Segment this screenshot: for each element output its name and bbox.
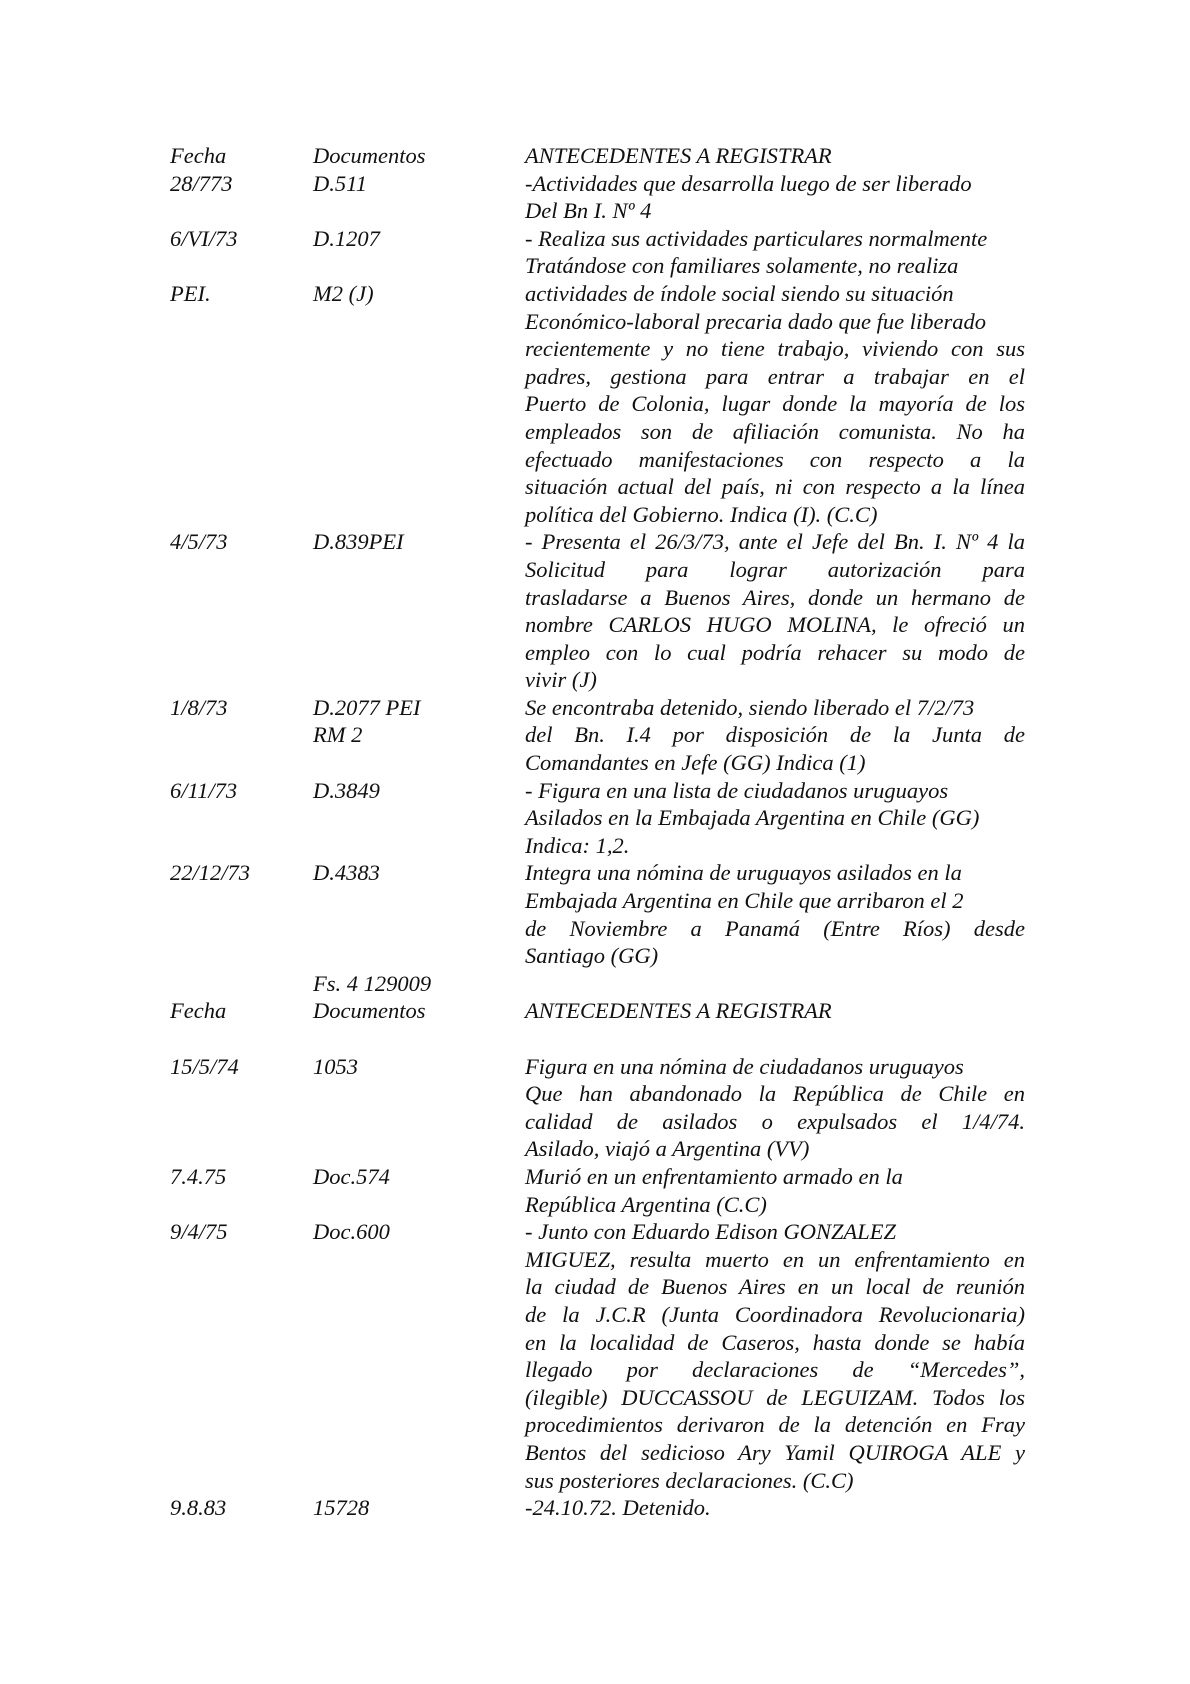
record-documents [313,1494,525,1522]
record-date: 4/5/73 [170,529,228,555]
record-date: 6/VI/73 [170,225,238,251]
table-header-repeat [170,997,1025,1025]
record-date: 6/11/73 [170,777,238,803]
entries-section-1 [170,170,1025,970]
record-row [170,859,1025,969]
record-antecedentes [525,170,1025,225]
antecedente-line: Del Bn I. Nº 4 [525,198,652,224]
antecedente-line: - Junto con Eduardo Edison GONZALEZ [525,1219,897,1245]
record-documents [313,225,525,253]
record-antecedentes [525,225,1025,280]
antecedente-line: actividades de índole social siendo su situación [525,280,954,306]
antecedente-line: empleo con lo cual podría rehacer su modo de [525,639,1025,665]
antecedente-line: del Bn. I.4 por disposición de la Junta de [525,722,1025,748]
antecedente-line: vivir (J) [525,667,597,693]
folio-row [170,970,1025,998]
antecedente-line: recientemente y no tiene trabajo, viviendo con sus [525,336,1025,362]
antecedente-line: Económico-laboral precaria dado que fue liberado [525,308,986,334]
antecedente-line: Comandantes en Jefe (GG) Indica (1) [525,750,866,776]
antecedente-line: Asilados en la Embajada Argentina en Chile (GG) [525,805,980,831]
document-reference: M2 (J) [313,280,374,306]
document-reference: D.2077 PEI [313,694,421,720]
record-documents [313,1053,525,1081]
record-row [170,694,1025,777]
header-antecedentes: ANTECEDENTES A REGISTRAR [525,143,832,168]
record-documents [313,777,525,805]
record-row [170,1053,1025,1163]
antecedente-line: en la localidad de Caseros, hasta donde se había [525,1329,1025,1355]
antecedente-line: Tratándose con familiares solamente, no realiza [525,253,959,279]
antecedente-line: sus posteriores declaraciones. (C.C) [525,1467,854,1493]
record-row [170,225,1025,280]
record-antecedentes [525,1163,1025,1218]
document-reference: 15728 [313,1495,370,1521]
record-date: 9/4/75 [170,1219,228,1245]
antecedente-line: -24.10.72. Detenido. [525,1495,711,1521]
record-date: 9.8.83 [170,1495,227,1521]
antecedente-line: de la J.C.R (Junta Coordinadora Revolucionaria) [525,1301,1025,1327]
antecedente-line: Indica: 1,2. [525,832,630,858]
antecedente-line: Figura en una nómina de ciudadanos uruguayos [525,1053,964,1079]
record-row [170,1218,1025,1494]
record-antecedentes [525,1218,1025,1494]
record-row [170,1494,1025,1522]
record-documents [313,1218,525,1246]
record-date: 22/12/73 [170,860,251,886]
header-date: Fecha [170,998,227,1024]
antecedente-line: Se encontraba detenido, siendo liberado el 7/2/73 [525,694,975,720]
record-antecedentes [525,777,1025,860]
record-date: PEI. [170,280,211,306]
record-documents [313,170,525,198]
antecedente-line: política del Gobierno. Indica (I). (C.C) [525,501,878,527]
antecedente-line: de Noviembre a Panamá (Entre Ríos) desde [525,915,1025,941]
folio-number: Fs. 4 129009 [313,970,432,996]
antecedente-line: Puerto de Colonia, lugar donde la mayoría de los [525,391,1025,417]
header-documents: Documentos [313,143,426,168]
record-antecedentes [525,694,1025,777]
record-antecedentes [525,1494,1025,1522]
record-date: 28/773 [170,170,233,196]
antecedente-line: calidad de asilados o expulsados el 1/4/74. [525,1108,1025,1134]
antecedente-line: Santiago (GG) [525,943,659,969]
antecedente-line: (ilegible) DUCCASSOU de LEGUIZAM. Todos los [525,1384,1025,1410]
document-reference: D.839PEI [313,529,404,555]
document-reference: RM 2 [313,722,363,748]
record-documents [313,528,525,556]
antecedente-line: Que han abandonado la República de Chile en [525,1081,1025,1107]
record-antecedentes [525,528,1025,694]
record-date: 7.4.75 [170,1163,227,1189]
document-reference: Doc.574 [313,1163,390,1189]
entries-section-2 [170,1053,1025,1522]
record-documents [313,694,525,749]
antecedente-line: empleados son de afiliación comunista. No ha [525,418,1025,444]
record-date: 15/5/74 [170,1053,239,1079]
document-reference: Doc.600 [313,1219,390,1245]
antecedente-line: efectuado manifestaciones con respecto a la [525,446,1025,472]
header-documents: Documentos [313,998,426,1024]
antecedente-line: Solicitud para lograr autorización para [525,556,1025,582]
document-reference: D.1207 [313,225,380,251]
antecedente-line: Integra una nómina de uruguayos asilados en la [525,860,962,886]
record-date: 1/8/73 [170,694,228,720]
record-row [170,280,1025,528]
antecedente-line: - Realiza sus actividades particulares normalmente [525,225,988,251]
antecedente-line: trasladarse a Buenos Aires, donde un hermano de [525,584,1025,610]
record-antecedentes [525,280,1025,528]
document-reference: D.3849 [313,777,380,803]
document-reference: 1053 [313,1053,358,1079]
records-table [170,142,1025,1522]
antecedente-line: Bentos del sedicioso Ary Yamil QUIROGA ALE y [525,1439,1025,1465]
antecedente-line: nombre CARLOS HUGO MOLINA, le ofreció un [525,612,1025,638]
record-antecedentes [525,859,1025,969]
record-row [170,777,1025,860]
record-row [170,1163,1025,1218]
antecedente-line: -Actividades que desarrolla luego de ser liberado [525,170,972,196]
antecedente-line: República Argentina (C.C) [525,1191,767,1217]
header-date: Fecha [170,143,227,168]
antecedente-line: Asilado, viajó a Argentina (VV) [525,1136,810,1162]
antecedente-line: llegado por declaraciones de “Mercedes”, [525,1357,1025,1383]
antecedente-line: padres, gestiona para entrar a trabajar en el [525,363,1025,389]
header-antecedentes: ANTECEDENTES A REGISTRAR [525,998,832,1024]
record-row [170,528,1025,694]
antecedente-line: MIGUEZ, resulta muerto en un enfrentamiento en [525,1246,1025,1272]
antecedente-line: Murió en un enfrentamiento armado en la [525,1163,903,1189]
antecedente-line: - Figura en una lista de ciudadanos uruguayos [525,777,949,803]
blank-line [170,1025,1025,1053]
document-reference: D.4383 [313,860,380,886]
table-header [170,142,1025,170]
antecedente-line: la ciudad de Buenos Aires en un local de reunión [525,1274,1025,1300]
antecedente-line: procedimientos derivaron de la detención en Fray [525,1412,1025,1438]
record-documents [313,1163,525,1191]
record-documents [313,859,525,887]
record-documents [313,280,525,308]
record-antecedentes [525,1053,1025,1163]
antecedente-line: - Presenta el 26/3/73, ante el Jefe del Bn. I. Nº 4 la [525,529,1025,555]
antecedente-line: situación actual del país, ni con respecto a la línea [525,474,1025,500]
record-row [170,170,1025,225]
antecedente-line: Embajada Argentina en Chile que arribaron el 2 [525,888,964,914]
document-reference: D.511 [313,170,367,196]
